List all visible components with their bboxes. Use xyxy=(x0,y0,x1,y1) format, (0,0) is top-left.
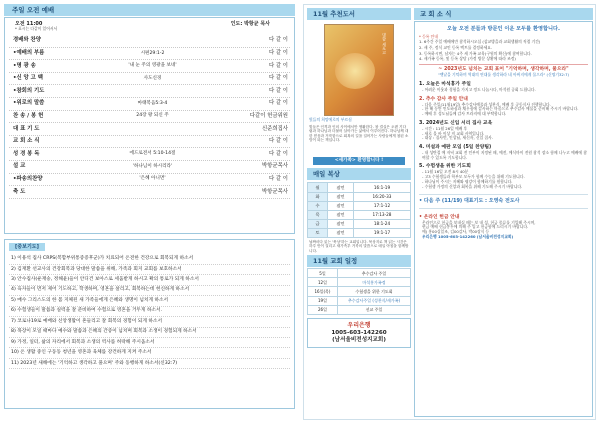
order-rows xyxy=(9,35,290,199)
news-item-title: 1. 오늘은 마석홍가 주일 xyxy=(419,81,471,87)
news-item-title: 3. 2024년도 신입 서리 집사 교육 xyxy=(419,120,493,126)
news-item-line: - 하나님이 주시는 지혜와 평강이 함께하기를 원합니다. xyxy=(422,178,513,184)
order-item-content: 시편29:1-2 xyxy=(140,50,165,56)
schedule-header: 11월 교회 일정 xyxy=(307,255,411,267)
verse-day: 월 xyxy=(308,183,328,192)
order-row xyxy=(9,60,290,73)
prayer-item: 2) 김재환 선교사의 건강회복과 당대한 말씀을 위해, 가족과 회지 교회를 보호하소서 xyxy=(9,265,290,275)
news-item-line: - 예배 후 성도님들께 감사 트라지에 대 부탁합니다. xyxy=(422,111,507,117)
verse-book: 잠언 xyxy=(328,219,354,228)
verse-chapter: 16:1-19 xyxy=(354,183,411,192)
order-item-leader: 다 같 이 xyxy=(268,175,288,182)
order-item-content: 마태복음5:3-4 xyxy=(137,100,168,106)
prayer-item: 4) 육자들이 먼저 제어 기도하고, 학생하며, 영혼을 살리고, 회복하는데 헌신하게 하소서 xyxy=(9,286,290,296)
verse-chapter: 18:1-24 xyxy=(354,219,411,228)
book-header: 11월 추천도서 xyxy=(307,8,411,20)
schedule-table xyxy=(307,268,411,315)
prayer-box xyxy=(4,239,295,409)
verse-chapter: 19:1-17 xyxy=(354,228,411,237)
verse-row xyxy=(308,201,411,210)
order-row xyxy=(9,161,290,174)
order-item-leader: 다 같 이 xyxy=(268,37,288,44)
order-item-leader: 다같이 헌금위원 xyxy=(249,112,288,119)
schedule-date: 12일 xyxy=(308,278,338,287)
order-item-name: 축 도 xyxy=(13,188,26,195)
news-box xyxy=(414,21,593,417)
news-item-title: 4. 미설과 예판 모임 (5일 찬양팀) xyxy=(419,144,492,150)
welcome-text: 오늘 오전 분들과 방문인 이운 모두를 환영합니다. xyxy=(446,26,561,32)
order-item-content: 에드로전서 5:10-14절 xyxy=(129,151,176,157)
service-time: 오전 11:00 xyxy=(15,21,43,27)
online-offering xyxy=(419,208,588,240)
news-item-title: 2. 추수 감사 주일 안내 xyxy=(419,96,468,102)
order-item-leader: 다 같 이 xyxy=(268,75,288,82)
verse-book: 잠언 xyxy=(328,210,354,219)
book-spine: 명함 새포고 xyxy=(382,33,387,55)
news-item-line: - 고3 수험생들과 학부모 모두가 함께 수능을 위해 기도합니다. xyxy=(422,174,525,180)
schedule-date: 5일 xyxy=(308,269,338,278)
verses-table xyxy=(307,182,411,237)
order-item-name: 대 표 기 도 xyxy=(13,125,40,132)
schedule-row xyxy=(308,269,411,278)
order-item-name: 교 회 소 식 xyxy=(13,138,40,145)
news-item-line: - 새로 올 바 이상 직 교회 사역입니다. xyxy=(422,130,485,136)
verses-note: 날짜마다 읽는 '묵상'하는 교회입니다. 묵상지로 책 읽는 시간은 하루 만이 걸리고 새가족부 거룩의 말씀으로 매일 아침을 함께합니다. xyxy=(309,239,409,253)
schedule-date: 26일 xyxy=(308,305,338,314)
verses-header: 매일 복상 xyxy=(307,168,411,180)
book-cover-image xyxy=(324,24,394,116)
order-item-leader: 다 같 이 xyxy=(268,138,288,145)
order-row xyxy=(9,48,290,61)
offering-holder: (남서울비전성지교회) xyxy=(332,336,386,343)
next-prayer-leader: • 다음 주 (11/19) 대표기도 : 오영숙 전도사 xyxy=(419,194,588,204)
news-item-line: - 11월 16일 오전 8시 40분 xyxy=(422,169,469,175)
order-row xyxy=(9,73,290,86)
news-items xyxy=(419,82,588,189)
verse-chapter: 17:13-28 xyxy=(354,210,411,219)
order-item-name: 설 교 xyxy=(13,163,26,170)
verse-book: 잠언 xyxy=(328,183,354,192)
online-offering-account: 우리은행 1005-603-142260 (남서울비전성지교회) xyxy=(422,233,514,239)
book-caption: 빛들의 희망에로의 부르심 xyxy=(309,117,352,122)
order-row xyxy=(9,35,290,48)
book-column xyxy=(307,8,411,348)
verse-day: 수 xyxy=(308,201,328,210)
prayer-item: 8) 목장이 모일 때마다 예수와 말씀과 은혜의 간증이 넘치며 회복과 소생이 경험되게 하소서 xyxy=(9,328,290,338)
verse-book: 잠언 xyxy=(328,192,354,201)
news-item-title: 5. 수험생을 위한 기도회 xyxy=(419,164,471,170)
offering-box xyxy=(307,318,411,347)
verse-chapter: 16:20-33 xyxy=(354,192,411,201)
order-row xyxy=(9,85,290,98)
order-item-name: 성 경 봉 독 xyxy=(13,150,40,157)
verse-chapter: 17:1-12 xyxy=(354,201,411,210)
verse-row xyxy=(308,183,411,192)
offering-account: 1005-603-142260 xyxy=(331,329,387,336)
verse-row xyxy=(308,219,411,228)
schedule-event: 마석홍가족정 xyxy=(338,278,411,287)
order-item-leader: 신준희집사 xyxy=(261,125,288,132)
order-item-name: •파송의찬양 xyxy=(13,175,43,182)
prayer-item: 6) 수험생들이 말씀과 실력을 잘 준비하여 수험으로 영혼을 거두게 하소서. xyxy=(9,307,290,317)
online-offering-title: • 온라인 헌금 안내 xyxy=(419,214,460,220)
news-item-line: - 내 성탄절 예 저녁 교회 전 인부이 지정된 때, 예전, 예식마이 전원 참석 장소 함께 나누고 예배에 참여할 수 있도록 기도합니다. xyxy=(422,149,587,160)
new-family-welcome: <새가족> 환영합니다 ! xyxy=(313,157,405,166)
verse-book: 잠언 xyxy=(328,201,354,210)
verse-day: 목 xyxy=(308,210,328,219)
schedule-event: 추수감사주일 (성찬식/새가족) xyxy=(338,296,411,305)
verse-day: 토 xyxy=(308,228,328,237)
schedule-event: 추수감사 주일 xyxy=(338,269,411,278)
order-row xyxy=(9,136,290,149)
standing-note: * 표시는 다같이 일어서서 xyxy=(15,26,58,32)
online-offering-line: 온라인으로 헌금을 보내실 때는 보 내 성, 헌금 종류를 기입해 주시며, xyxy=(422,219,536,225)
order-item-content: 24장 왕 되신 주 xyxy=(136,113,169,119)
order-item-content: '은혜 아니면' xyxy=(139,176,166,182)
verse-row xyxy=(308,228,411,237)
motto-verse: "옛날을 기억하며 역대의 연대를 생각하라 네 아버지에게 물으라" (신명기32:7) xyxy=(437,72,569,78)
left-panel xyxy=(4,4,295,420)
order-item-name: 찬 송 / 봉 헌 xyxy=(13,112,44,119)
schedule-row xyxy=(308,296,411,305)
right-panel xyxy=(303,4,596,420)
welcome-line: 1. 6주간 주일 예배에만 참석하시오십 (삼교방을과 교회생활의 직접 기간) xyxy=(419,39,541,45)
order-item-leader: 다 같 이 xyxy=(268,150,288,157)
order-row xyxy=(9,186,290,199)
schedule-event: 선교 주일 xyxy=(338,305,411,314)
order-item-leader: 다 같 이 xyxy=(268,87,288,94)
book-description: 빛들은 인격과 인의 사이에서만 생활한다. 참 결실은 오랜 기다림과 하나님과 더불어 살아가는 삶에서 이루어진다. 하나님께 대한 믿음과 거룩함으로 회복의 길을 걸어가는 사람들에게 참된 소망이 되는 책입니다. xyxy=(309,124,409,143)
prayer-item: 1) 이용석 집사 CRPS(복합부위통증증후군)가 치료되어 온전한 건강으로 회복되게 하소서 xyxy=(9,254,290,264)
order-row xyxy=(9,148,290,161)
schedule-event: 수험생을 위한 기도회 xyxy=(338,287,411,296)
prayer-item: 10) 온 생활 중인 구동동 청년을 영혼과 육체를 강건하게 지켜 주소서 xyxy=(9,348,290,358)
order-item-name: •참회의 기도 xyxy=(13,87,45,94)
order-item-leader: 다 같 이 xyxy=(268,62,288,69)
order-item-content: 사도신경 xyxy=(143,75,162,81)
news-item-line: - 수험생 가정의 신앙과 회복을 위해 기도해 주시기 바랍니다. xyxy=(422,183,523,189)
order-item-content: '내 눈 주의 영광을 보네' xyxy=(128,63,177,69)
prayer-item: 11) 2023년 새해에는 '기억하고 생각하고 풀으며' 주와 동행하게 하소서(신32:7) xyxy=(9,359,290,369)
welcome-sub: * 등록 안내 xyxy=(419,33,438,39)
order-item-leader: 다 같 이 xyxy=(268,100,288,107)
online-offering-lines xyxy=(419,221,588,235)
prayer-list xyxy=(9,254,290,369)
motto-banner: ~ 2023년도 넘치는 교회 표어 "기억하며, 생각하며, 물으라" xyxy=(419,64,588,73)
news-item-line: - 대상 : 집사번, 인상님, 새신자, 신입 집사. xyxy=(422,135,493,141)
order-item-name: •위로의 말씀 xyxy=(13,100,45,107)
prayer-item: 3) 안수집사(운재숭, 정해윤)들이 안디건 보아스로 세움받게 하시고 확의 통로가 되게 하소서 xyxy=(9,275,290,285)
schedule-row xyxy=(308,278,411,287)
prayer-item: 9) 가정, 일터, 삶의 자리에서 회복과 소생의 역사를 허락해 주시옵소서 xyxy=(9,338,290,348)
welcome-lines xyxy=(419,40,588,62)
verse-row xyxy=(308,210,411,219)
welcome-line: 2. 새 주, 정식 교인 등록 엑트를 결정하세요. xyxy=(419,44,493,50)
order-item-leader: 박항균목사 xyxy=(261,188,288,195)
order-row xyxy=(9,174,290,187)
order-item-leader: 박항균목사 xyxy=(261,163,288,170)
order-item-content: '하나님이 하시리라' xyxy=(132,163,173,169)
order-item-name: •신 앙 고 백 xyxy=(13,75,43,82)
welcome-line: 4. 새가족 등록, 및 등록 상담 (가정 방문 상황에 따라 조정) xyxy=(419,56,516,62)
welcome-line: 3. 등록하시면, 남자는 4주 새 가족 교육(구원의 확신)에 참여합니다. xyxy=(419,50,532,56)
prayer-item: 7) 코로나19로 예배와 신앙생활이 흔들리고 잘 회복의 경험이 되게 하소서 xyxy=(9,317,290,327)
book-art xyxy=(335,53,375,89)
online-offering-line: 예) 홍00십일조, 김00감사, 박00장식 등 xyxy=(422,229,490,235)
service-order xyxy=(4,17,295,234)
news-column xyxy=(414,8,593,417)
schedule-row xyxy=(308,287,411,296)
service-leader: 인도: 박항균 목사 xyxy=(230,21,270,27)
service-header: 주일 오전 예배 xyxy=(4,4,295,16)
order-item-name: •명 광 송 xyxy=(13,62,36,69)
schedule-row xyxy=(308,305,411,314)
verse-row xyxy=(308,192,411,201)
news-header: 교 회 소 식 xyxy=(414,8,593,20)
news-item-line: - 시간 : 11월 26일 예배 후 xyxy=(422,125,468,131)
verse-day: 금 xyxy=(308,219,328,228)
order-row xyxy=(9,123,290,136)
verse-book: 잠언 xyxy=(328,228,354,237)
news-item-line: - 한 해 동안 인도하심과 채우심에 감사하는 마음으로 추수감사 예물을 준비해 주시기 바랍니다. xyxy=(422,106,579,112)
news-item-line: - 다음 주일(11월19일) 추수감사예물과 성찬식, 예배 후 공동식사 진행합니다. xyxy=(422,101,551,107)
order-row xyxy=(9,98,290,111)
offering-bank: 우리은행 xyxy=(347,322,371,330)
order-item-name: •예배의 부름 xyxy=(13,50,45,56)
schedule-date: 19일 xyxy=(308,296,338,305)
news-item-line: - 어려운 이웃과 경험을 가지고 정도 나눕시다, 마석원 공회 드립니다. xyxy=(422,86,536,92)
prayer-item: 5) 매수 그리스도의 한 몸 지체된 새 가족들에게 은혜와 생명이 넘치게 하소서 xyxy=(9,296,290,306)
order-row xyxy=(9,111,290,124)
order-item-name: 경배와 찬양 xyxy=(13,37,41,44)
order-item-leader: 다 같 이 xyxy=(268,50,288,56)
prayer-title: [중보기도] xyxy=(9,243,45,251)
verse-day: 화 xyxy=(308,192,328,201)
online-offering-line: 현금 예배 헌금봉투에 의해 주 입고 헌금함에 드리시기 바랍니다. xyxy=(422,224,529,230)
schedule-date: 16일(목) xyxy=(308,287,338,296)
